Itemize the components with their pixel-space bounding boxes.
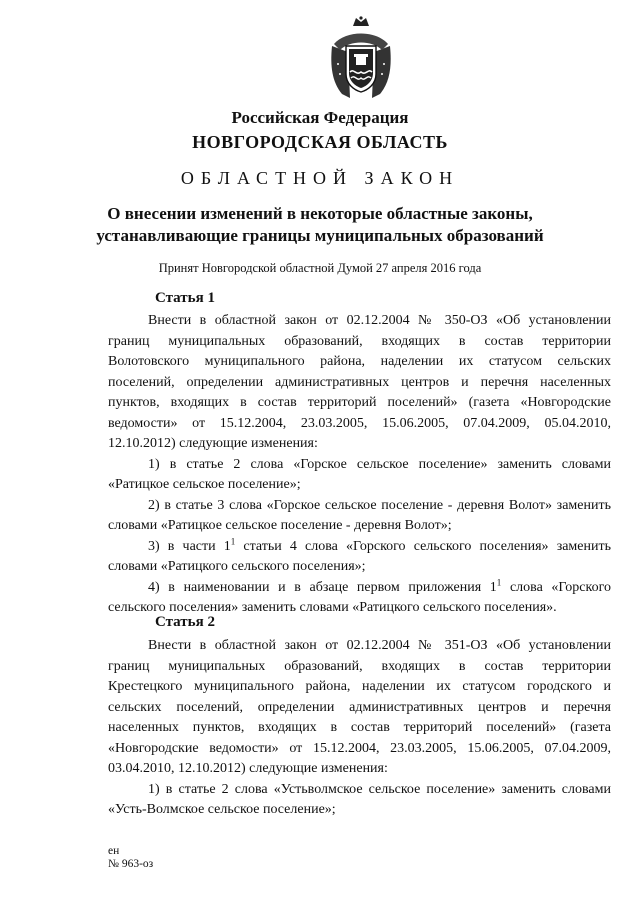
article-2-intro-line: населенных пунктов, входящих в состав территорий поселений» (газета (108, 720, 611, 735)
article-2-item-1: 1) в статье 2 слова «Устьволмское сельское поселение» заменить словами «Усть-Волмское сельское поселение»; (108, 781, 611, 817)
article-2-intro-line: сельских поселений, определении административных центров и перечня (108, 699, 611, 715)
article-2-body (108, 636, 611, 821)
footer-initials: ен (108, 845, 120, 857)
article-2-intro-line: Внести в областной закон от 02.12.2004 № 351-ОЗ «Об установлении (148, 638, 611, 653)
article-2-heading: Статья 2 (155, 614, 215, 630)
adoption-note: Принят Новгородской областной Думой 27 апреля 2016 года (158, 261, 482, 275)
article-2-intro-line: Крестецкого муниципального района, наделении их статусом городского и (108, 679, 611, 694)
article-1-intro-line: пунктов, входящих в состав территорий поселений» (газета «Новгородские (108, 395, 611, 410)
document-title (0, 203, 640, 247)
article-1-heading: Статья 1 (155, 290, 215, 306)
region-name: НОВГОРОДСКАЯ ОБЛАСТЬ (192, 132, 448, 152)
article-1-body (108, 311, 611, 619)
country-name: Российская Федерация (231, 108, 409, 127)
coat-of-arms-icon (326, 16, 396, 100)
article-1-intro-line: Волотовского муниципального района, наделении их статусом сельских (108, 354, 611, 369)
article-1-intro-line: Внести в областной закон от 02.12.2004 № 350-ОЗ «Об установлении (148, 313, 611, 328)
article-2-intro-line: границ муниципальных образований, входящих в состав территории (108, 658, 611, 674)
article-1-item-3: 3) в части $1^1$ статьи 4 слова «Горского сельского поселения» заменить словами «Ратицкого сельского поселения»; (108, 535, 611, 574)
article-1-intro-line: ведомости» от 15.12.2004, 23.03.2005, 15.06.2005, 07.04.2009, 05.04.2010, (108, 415, 611, 431)
article-2-intro-line: 03.04.2010, 12.10.2012) следующие изменения: (108, 761, 388, 776)
document-type: ОБЛАСТНОЙ ЗАКОН (180, 168, 460, 188)
article-1-intro-line: 12.10.2012) следующие изменения: (108, 436, 318, 451)
footer-number: № 963-оз (108, 858, 154, 870)
article-1-intro-line: границ муниципальных образований, входящих в состав территории (108, 333, 611, 349)
article-1-intro-line: поселений, определении административных центров и перечня населенных (108, 374, 611, 390)
article-1-item-2: 2) в статье 3 слова «Горское сельское поселение - деревня Волот» заменить словами «Ратицкое сельское поселение - деревня Волот»; (108, 497, 611, 533)
title-line-2: устанавливающие границы муниципальных образований (96, 226, 544, 245)
document-footer (108, 845, 153, 871)
article-1-item-1: 1) в статье 2 слова «Горское сельское поселение» заменить словами «Ратицкое сельское поселение»; (108, 456, 611, 492)
article-1-item-4: 4) в наименовании и в абзаце первом приложения $1^1$ слова «Горского сельского поселения» заменить словами «Ратицкого сельского поселения». (108, 576, 611, 615)
title-line-1: О внесении изменений в некоторые областные законы, (107, 204, 533, 223)
article-2-intro-line: «Новгородские ведомости» от 15.12.2004, 23.03.2005, 15.06.2005, 07.04.2009, (108, 740, 611, 756)
